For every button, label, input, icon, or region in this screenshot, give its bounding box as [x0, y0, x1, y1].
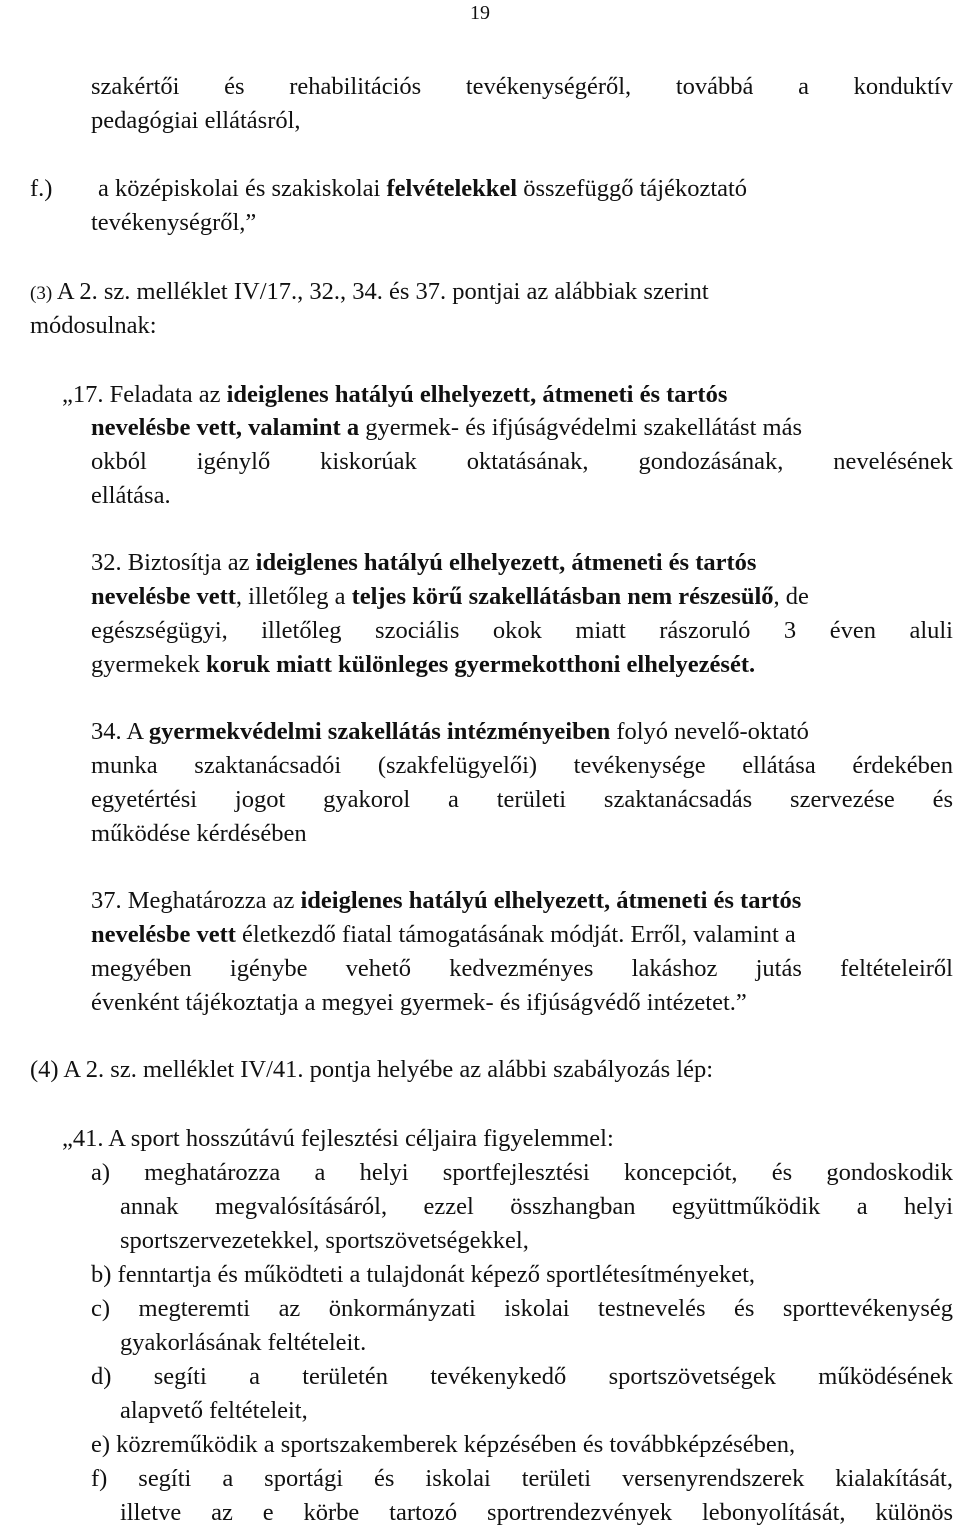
text-line: gyakorlásának feltételeit.	[120, 1329, 367, 1356]
text-line: gyermekek koruk miatt különleges gyermekotthoni elhelyezését.	[91, 651, 756, 678]
list-item: f) segíti a sportági és iskolai területi versenyrendszerek kialakítását,	[91, 1465, 953, 1492]
text-line: munka szaktanácsadói (szakfelügyelői) tevékenysége ellátása érdekében	[91, 752, 953, 779]
text-line: nevelésbe vett, valamint a gyermek- és ifjúságvédelmi szakellátást más	[91, 414, 802, 441]
list-item: c) megteremti az önkormányzati iskolai testnevelés és sporttevékenység	[91, 1295, 953, 1322]
point-37: 37. Meghatározza az ideiglenes hatályú elhelyezett, átmeneti és tartós	[91, 887, 802, 914]
list-item: a) meghatározza a helyi sportfejlesztési koncepciót, és gondoskodik	[91, 1159, 953, 1186]
text-line: annak megvalósításáról, ezzel összhangban együttműködik a helyi	[120, 1193, 953, 1220]
text-line: tevékenységről,”	[91, 209, 257, 236]
text-line: alapvető feltételeit,	[120, 1397, 308, 1424]
point-34: 34. A gyermekvédelmi szakellátás intézményeiben folyó nevelő-oktató	[91, 718, 809, 745]
list-label: f.)	[30, 175, 53, 202]
text-line: sportszervezetekkel, sportszövetségekkel,	[120, 1227, 529, 1254]
text-line: pedagógiai ellátásról,	[91, 107, 301, 134]
text-line: nevelésbe vett, illetőleg a teljes körű szakellátásban nem részesülő, de	[91, 583, 809, 610]
text-line: ellátása.	[91, 482, 171, 509]
list-item: d) segíti a területén tevékenykedő sportszövetségek működésének	[91, 1363, 953, 1390]
text-line: szakértői és rehabilitációs tevékenységéről, továbbá a konduktív	[91, 73, 953, 100]
point-17: „17. Feladata az ideiglenes hatályú elhelyezett, átmeneti és tartós	[62, 381, 728, 408]
page-number: 19	[470, 2, 490, 24]
text-line: okból igénylő kiskorúak oktatásának, gondozásának, nevelésének	[91, 448, 953, 475]
text-line: évenként tájékoztatja a megyei gyermek- és ifjúságvédő intézetet.”	[91, 989, 747, 1016]
text-line: módosulnak:	[30, 312, 157, 339]
list-item: e) közreműködik a sportszakemberek képzésében és továbbképzésében,	[91, 1431, 796, 1458]
list-item: b) fenntartja és működteti a tulajdonát képező sportlétesítményeket,	[91, 1261, 756, 1288]
text-line: működése kérdésében	[91, 820, 307, 847]
point-32: 32. Biztosítja az ideiglenes hatályú elhelyezett, átmeneti és tartós	[91, 549, 757, 576]
text-line: illetve az e körbe tartozó sportrendezvények lebonyolítását, különös	[120, 1499, 953, 1526]
point-41: „41. A sport hosszútávú fejlesztési céljaira figyelemmel:	[62, 1125, 614, 1152]
paragraph-3-heading: (3) A 2. sz. melléklet IV/17., 32., 34. és 37. pontjai az alábbiak szerint	[30, 278, 709, 305]
text-line: egészségügyi, illetőleg szociális okok miatt rászoruló 3 éven aluli	[91, 617, 953, 644]
text-line: nevelésbe vett életkezdő fiatal támogatásának módját. Erről, valamint a	[91, 921, 796, 948]
paragraph-4-heading: (4) A 2. sz. melléklet IV/41. pontja helyébe az alábbi szabályozás lép:	[30, 1056, 714, 1083]
text-line: a középiskolai és szakiskolai felvételekkel összefüggő tájékoztató	[98, 175, 748, 202]
text-line: megyében igénybe vehető kedvezményes lakáshoz jutás feltételeiről	[91, 955, 953, 982]
text-line: egyetértési jogot gyakorol a területi szaktanácsadás szervezése és	[91, 786, 953, 813]
